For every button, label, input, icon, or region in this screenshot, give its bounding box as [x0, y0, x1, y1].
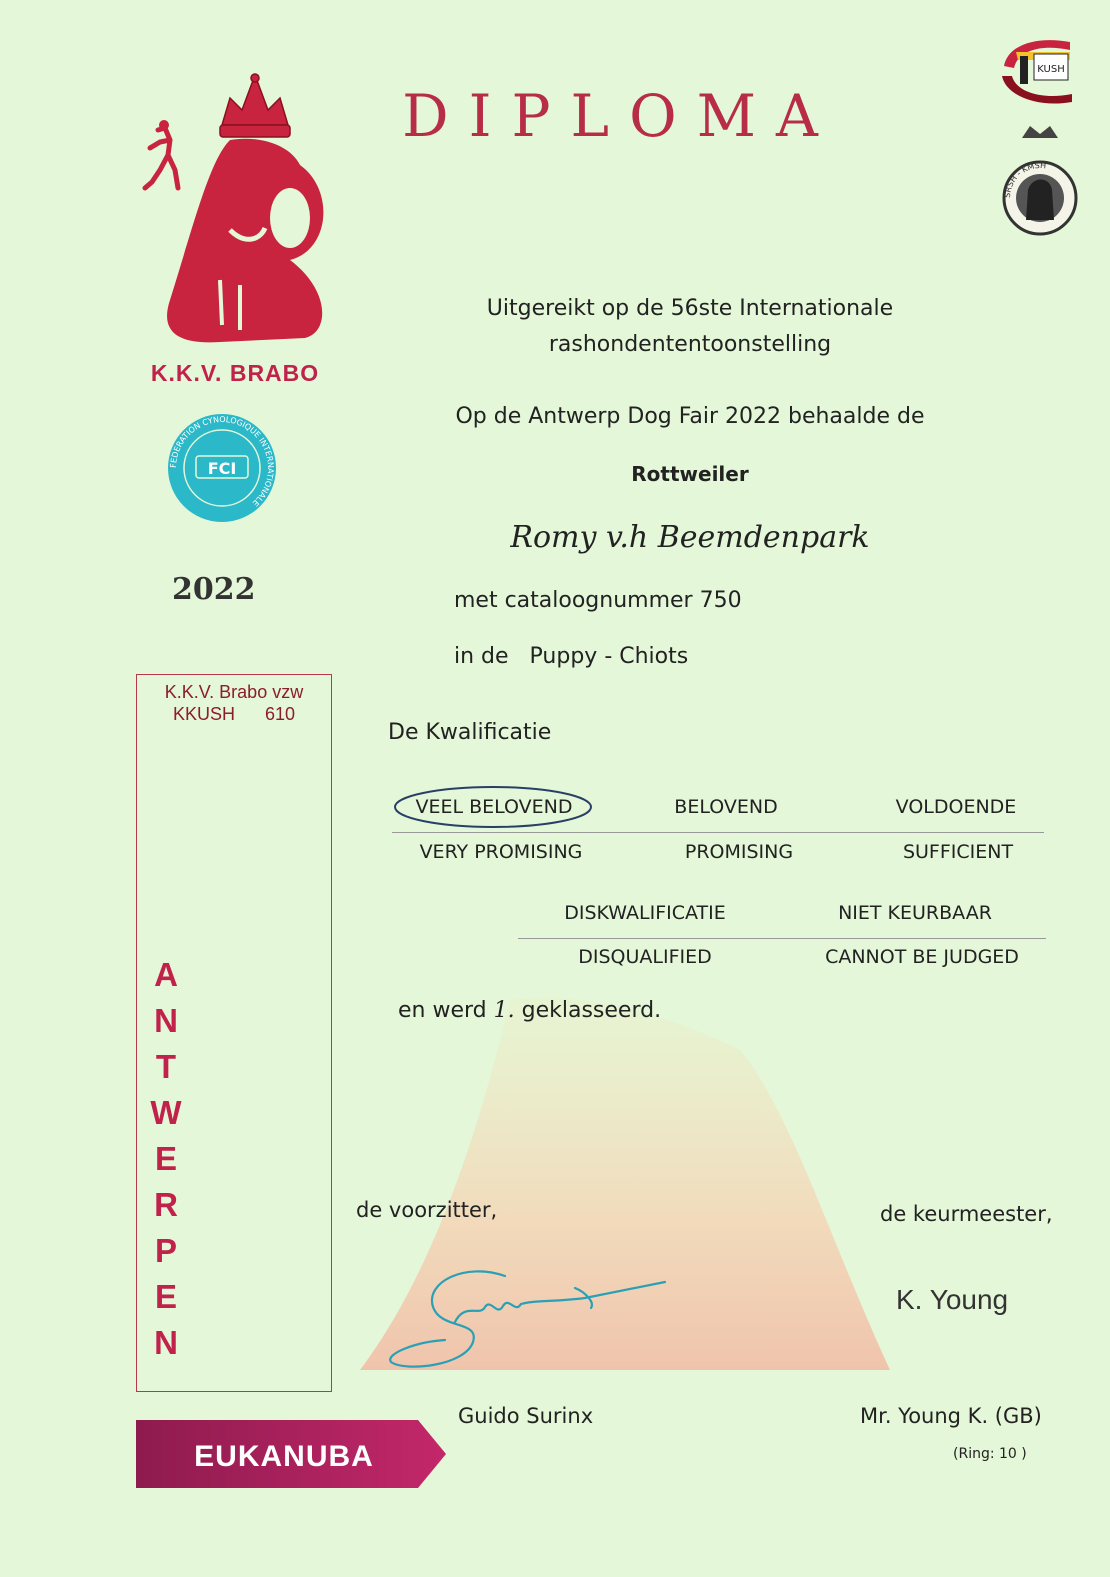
class-line: [454, 644, 688, 669]
intro-line-1: Uitgereikt op de 56ste Internationale: [486, 296, 894, 321]
vertical-antwerpen: [136, 952, 196, 1366]
chair-signature: [385, 1262, 675, 1382]
ring-number: (Ring: 10 ): [953, 1446, 1027, 1462]
qual-disqualified-en: DISQUALIFIED: [578, 946, 712, 968]
srsh-kmsh-logo: [1000, 120, 1080, 245]
qual-sufficient-nl: VOLDOENDE: [895, 796, 1017, 818]
qual-sufficient-en: SUFFICIENT: [902, 841, 1014, 863]
vertical-letter: N: [154, 1002, 178, 1039]
judge-name: Mr. Young K. (GB): [860, 1404, 1042, 1428]
ranking-place: 1.: [493, 998, 515, 1023]
sidebar-kkush: [136, 704, 332, 725]
ranking-line: [398, 998, 661, 1023]
qual-disqualified-nl: DISKWALIFICATIE: [564, 902, 726, 924]
fci-logo: [166, 412, 278, 524]
chair-label: de voorzitter,: [356, 1198, 498, 1222]
qual-cannot-judge-en: CANNOT BE JUDGED: [825, 946, 1019, 968]
vertical-letter: A: [154, 956, 178, 993]
selected-circle-mark: [390, 782, 596, 832]
sidebar-kkush-number: 610: [264, 704, 296, 724]
year: 2022: [172, 572, 256, 607]
vertical-letter: R: [154, 1186, 178, 1223]
sponsor-name: EUKANUBA: [194, 1440, 374, 1473]
dog-name: Romy v.h Beemdenpark: [510, 520, 870, 555]
qual-very-promising-en: VERY PROMISING: [419, 841, 583, 863]
vertical-letter: T: [155, 1048, 177, 1085]
qual-very-promising-nl: VEEL BELOVEND: [415, 796, 573, 818]
catalog-number: 750: [699, 588, 742, 613]
club-name: K.K.V. BRABO: [150, 360, 320, 386]
sidebar-line-1: K.K.V. Brabo vzw: [164, 682, 304, 702]
fci-logo-text: FCI: [207, 459, 237, 478]
catalog-label: met cataloognummer: [454, 588, 693, 613]
vertical-letter: E: [154, 1278, 177, 1315]
sidebar-kkush-label: KKUSH: [172, 704, 235, 724]
diploma-title: DIPLOMA: [402, 82, 838, 150]
fci-ring-text: FEDERATION CYNOLOGIQUE INTERNATIONALE: [168, 414, 276, 508]
ranking-suffix: geklasseerd.: [521, 998, 662, 1023]
qual-divider-1: [392, 832, 1044, 833]
ranking-prefix: en werd: [398, 998, 487, 1023]
kush-logo-text: KUSH: [1037, 64, 1065, 75]
catalog-line: [454, 588, 742, 613]
judge-label: de keurmeester,: [880, 1202, 1053, 1226]
intro-line-2: rashondententoonstelling: [548, 332, 832, 357]
vertical-letter: N: [154, 1324, 178, 1361]
class-value: Puppy - Chiots: [529, 644, 689, 669]
vertical-letter: W: [150, 1094, 182, 1131]
qual-promising-nl: BELOVEND: [674, 796, 778, 818]
kush-logo: [998, 36, 1076, 110]
qual-divider-2: [518, 938, 1046, 939]
qualification-label: De Kwalificatie: [388, 720, 552, 745]
srsh-kmsh-text: SRSH - KMSH: [1002, 160, 1047, 199]
class-label: in de: [454, 644, 509, 669]
qual-promising-en: PROMISING: [684, 841, 794, 863]
qual-cannot-judge-nl: NIET KEURBAAR: [838, 902, 992, 924]
vertical-letter: E: [154, 1140, 177, 1177]
breed: Rottweiler: [631, 462, 749, 486]
intro-line-3: Op de Antwerp Dog Fair 2022 behaalde de: [455, 404, 925, 429]
vertical-letter: P: [154, 1232, 177, 1269]
judge-handwritten: K. Young: [896, 1284, 1009, 1315]
chair-name: Guido Surinx: [458, 1404, 594, 1428]
